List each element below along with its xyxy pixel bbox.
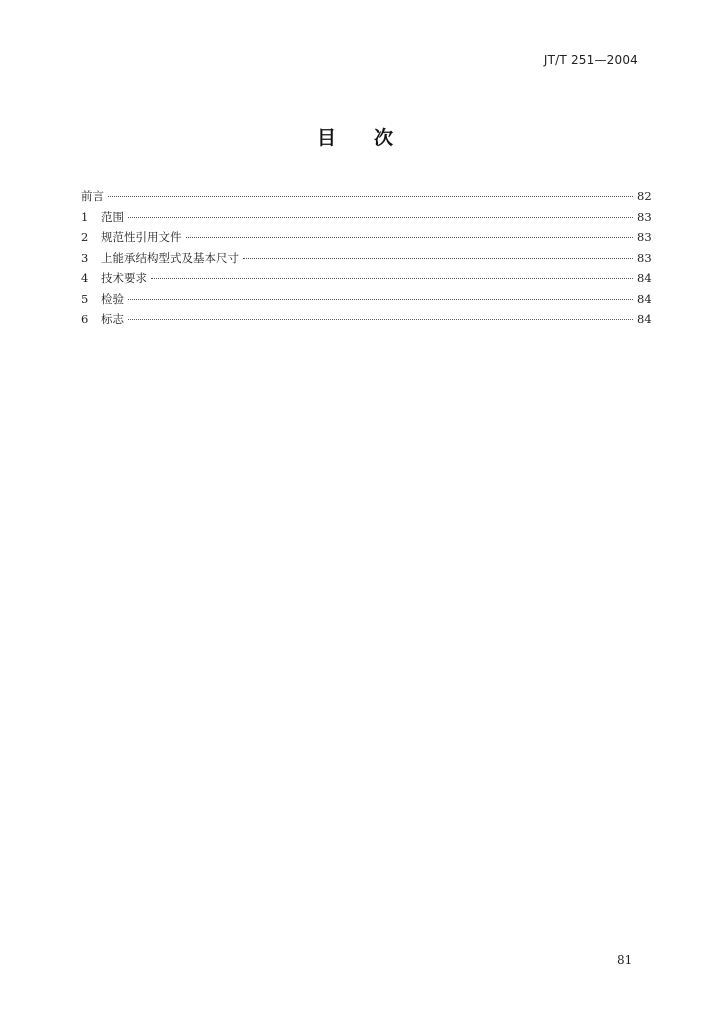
toc-entry-page: 83 — [637, 230, 652, 244]
toc-entry-number: 2 — [81, 230, 89, 244]
toc-title — [0, 123, 710, 150]
dot-leader — [151, 278, 633, 279]
toc-entry-inspection[interactable] — [81, 289, 651, 310]
toc-entry-label: 规范性引用文件 — [101, 230, 182, 244]
toc-entry-number: 4 — [81, 271, 89, 285]
toc-entry-structure-dimensions[interactable] — [81, 248, 651, 269]
toc-entry-label: 范围 — [101, 209, 124, 224]
dot-leader — [243, 258, 633, 259]
toc-entry-label: 标志 — [101, 312, 124, 326]
toc-entry-marking[interactable] — [81, 309, 651, 330]
toc-entry-technical-requirements[interactable] — [81, 268, 651, 289]
toc-entry-scope[interactable] — [81, 207, 651, 228]
dot-leader — [186, 237, 634, 238]
toc-entry-label: 检验 — [101, 291, 124, 306]
toc-title-char: 目 — [316, 127, 336, 149]
toc-entry-label: 技术要求 — [101, 271, 147, 285]
dot-leader — [128, 299, 633, 300]
toc-entry-page: 84 — [637, 291, 652, 306]
toc-entry-page: 83 — [637, 250, 652, 265]
toc-entry-normative-references[interactable] — [81, 227, 651, 248]
dot-leader — [128, 217, 633, 218]
page-number: 81 — [617, 953, 633, 967]
toc-entry-label: 前言 — [81, 189, 104, 203]
toc-entry-page: 84 — [637, 312, 652, 326]
toc-entry-preface[interactable] — [81, 186, 651, 207]
toc-entry-number: 1 — [81, 209, 89, 224]
toc-title-char: 次 — [374, 127, 394, 149]
toc-entry-number: 5 — [81, 291, 89, 306]
dot-leader — [108, 196, 633, 197]
toc-entry-number: 3 — [81, 250, 89, 265]
standard-code: JT/T 251—2004 — [543, 53, 638, 67]
dot-leader — [128, 319, 633, 320]
toc-entry-label: 上能承结构型式及基本尺寸 — [101, 250, 239, 265]
toc-entry-page: 83 — [637, 209, 652, 224]
toc-entry-number: 6 — [81, 312, 89, 326]
toc-entry-page: 82 — [637, 189, 652, 203]
toc-entry-page: 84 — [637, 271, 652, 285]
table-of-contents — [81, 186, 651, 330]
